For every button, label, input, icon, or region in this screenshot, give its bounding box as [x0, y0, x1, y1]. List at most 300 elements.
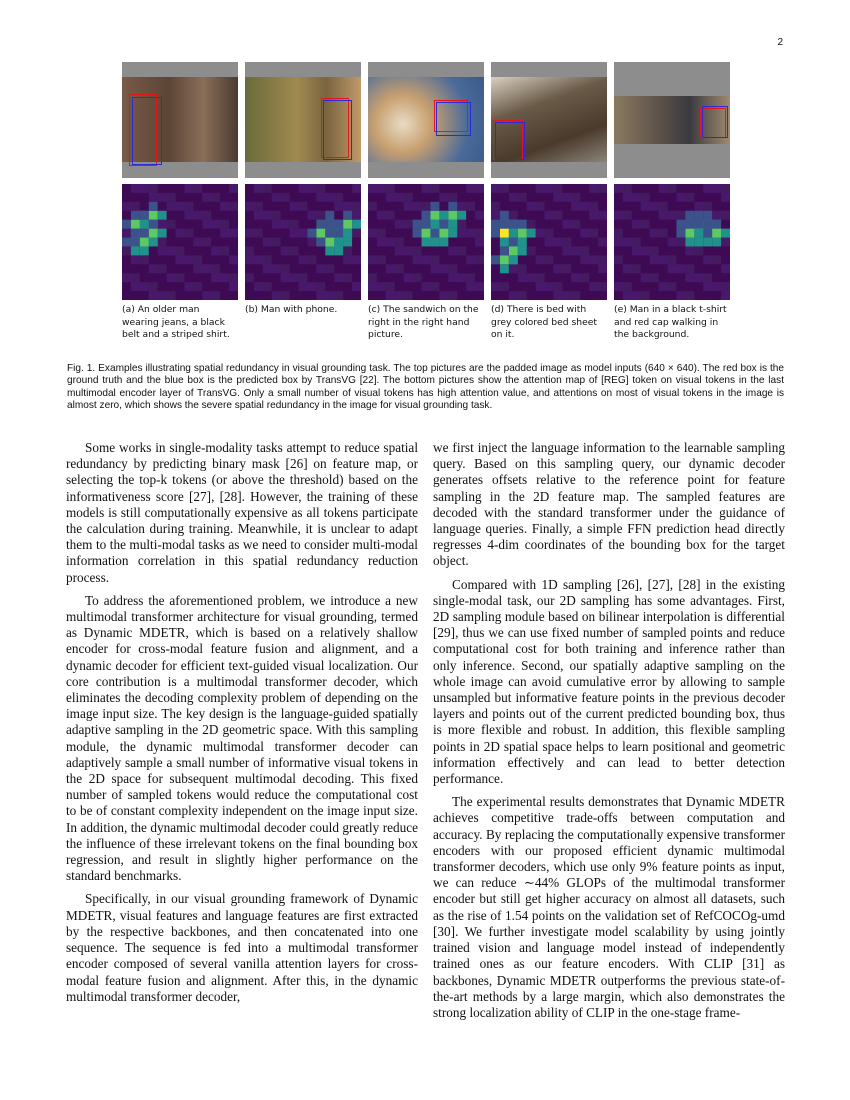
- heat-hotspot: [685, 238, 694, 247]
- heat-hotspot: [509, 255, 518, 264]
- heat-cell: [694, 184, 703, 193]
- heat-cell: [290, 193, 299, 202]
- heat-cell: [245, 291, 254, 300]
- heat-cell: [491, 273, 500, 282]
- heat-hotspot: [527, 229, 536, 238]
- heat-cell: [589, 255, 598, 264]
- heat-hotspot: [122, 220, 131, 229]
- heat-cell: [307, 184, 316, 193]
- heat-cell: [703, 202, 712, 211]
- heat-cell: [404, 229, 413, 238]
- heat-cell: [193, 211, 202, 220]
- heat-cell: [211, 220, 220, 229]
- heat-cell: [545, 255, 554, 264]
- heat-cell: [694, 291, 703, 300]
- heat-cell: [641, 211, 650, 220]
- heat-cell: [553, 193, 562, 202]
- heat-cell: [290, 238, 299, 247]
- heat-cell: [457, 264, 466, 273]
- heat-cell: [553, 202, 562, 211]
- heat-cell: [614, 211, 623, 220]
- heat-cell: [193, 193, 202, 202]
- heat-cell: [553, 273, 562, 282]
- heat-cell: [694, 246, 703, 255]
- heat-cell: [404, 184, 413, 193]
- heat-cell: [220, 282, 229, 291]
- heat-cell: [694, 255, 703, 264]
- heat-cell: [668, 291, 677, 300]
- heat-cell: [703, 193, 712, 202]
- heat-cell: [659, 246, 668, 255]
- heat-cell: [641, 193, 650, 202]
- heat-cell: [448, 273, 457, 282]
- heat-cell: [193, 246, 202, 255]
- heat-cell: [466, 238, 475, 247]
- heat-cell: [334, 264, 343, 273]
- heat-cell: [475, 255, 484, 264]
- figure-caption: Fig. 1. Examples illustrating spatial redundancy in visual grounding task. The top pictures are the padded image as model inputs (640 × 640). The red box is the ground truth and the blue box is the predicted box by TransVG [22]. The bottom pictures show the attention map of [REG] token on visual tokens in the last multimodal encoder layer of TransVG. Only a small number of visual tokens has high attention value, and attentions on most of visual tokens in the image is almost zero, which shows the severe spatial redundancy in the image for visual grounding task.: [67, 363, 784, 412]
- heat-hotspot: [316, 238, 325, 247]
- heat-cell: [475, 193, 484, 202]
- heat-cell: [659, 184, 668, 193]
- heat-cell: [377, 184, 386, 193]
- heat-cell: [598, 211, 607, 220]
- heat-cell: [131, 255, 140, 264]
- heat-cell: [149, 282, 158, 291]
- heat-cell: [448, 246, 457, 255]
- heat-cell: [245, 193, 254, 202]
- heat-cell: [343, 184, 352, 193]
- heat-cell: [386, 264, 395, 273]
- heat-hotspot: [491, 229, 500, 238]
- heat-cell: [395, 273, 404, 282]
- input-image-c: [368, 62, 484, 178]
- heat-cell: [272, 202, 281, 211]
- heat-hotspot: [413, 220, 422, 229]
- heat-hotspot: [131, 220, 140, 229]
- attention-heatmap: [122, 184, 238, 300]
- heat-cell: [368, 220, 377, 229]
- heat-hotspot: [703, 229, 712, 238]
- heat-cell: [475, 282, 484, 291]
- heat-cell: [457, 229, 466, 238]
- heat-cell: [466, 229, 475, 238]
- heat-cell: [413, 273, 422, 282]
- heat-hotspot: [500, 246, 509, 255]
- heat-cell: [589, 211, 598, 220]
- heat-cell: [589, 184, 598, 193]
- heat-cell: [404, 220, 413, 229]
- heat-cell: [712, 264, 721, 273]
- heat-cell: [614, 193, 623, 202]
- heat-cell: [158, 291, 167, 300]
- heat-cell: [466, 246, 475, 255]
- heat-cell: [650, 264, 659, 273]
- heat-cell: [307, 193, 316, 202]
- heat-cell: [589, 246, 598, 255]
- heat-cell: [229, 255, 238, 264]
- heat-hotspot: [422, 220, 431, 229]
- heat-cell: [211, 229, 220, 238]
- heat-cell: [413, 264, 422, 273]
- heat-cell: [229, 220, 238, 229]
- heat-cell: [580, 184, 589, 193]
- heat-cell: [254, 255, 263, 264]
- heat-cell: [307, 255, 316, 264]
- heat-cell: [545, 246, 554, 255]
- heat-cell: [475, 291, 484, 300]
- heat-cell: [140, 264, 149, 273]
- heat-cell: [334, 202, 343, 211]
- attention-map-d: [491, 184, 607, 300]
- heat-cell: [263, 273, 272, 282]
- heat-cell: [202, 238, 211, 247]
- heat-cell: [176, 273, 185, 282]
- heat-cell: [553, 246, 562, 255]
- heat-cell: [352, 264, 361, 273]
- heat-cell: [659, 264, 668, 273]
- heat-cell: [641, 273, 650, 282]
- heat-cell: [386, 238, 395, 247]
- heat-cell: [404, 238, 413, 247]
- heat-cell: [211, 264, 220, 273]
- heat-cell: [466, 282, 475, 291]
- heat-cell: [668, 229, 677, 238]
- heat-cell: [509, 273, 518, 282]
- heat-cell: [536, 246, 545, 255]
- heat-cell: [676, 264, 685, 273]
- heat-cell: [632, 273, 641, 282]
- input-image-a: [122, 62, 238, 178]
- heat-cell: [694, 202, 703, 211]
- heat-cell: [448, 291, 457, 300]
- heat-hotspot: [422, 238, 431, 247]
- heat-cell: [430, 255, 439, 264]
- heat-cell: [536, 229, 545, 238]
- heat-cell: [272, 291, 281, 300]
- heat-cell: [149, 246, 158, 255]
- heat-cell: [254, 229, 263, 238]
- heat-cell: [580, 291, 589, 300]
- heat-cell: [167, 246, 176, 255]
- heat-cell: [395, 246, 404, 255]
- heat-cell: [712, 184, 721, 193]
- heat-cell: [545, 264, 554, 273]
- heat-cell: [299, 211, 308, 220]
- heat-cell: [272, 193, 281, 202]
- heat-cell: [220, 255, 229, 264]
- heat-cell: [500, 273, 509, 282]
- heat-cell: [439, 291, 448, 300]
- heat-cell: [395, 238, 404, 247]
- heat-cell: [676, 211, 685, 220]
- heat-cell: [272, 220, 281, 229]
- heat-cell: [299, 220, 308, 229]
- heat-cell: [527, 273, 536, 282]
- heat-hotspot: [500, 229, 509, 238]
- heat-cell: [254, 291, 263, 300]
- heat-cell: [386, 273, 395, 282]
- heat-cell: [589, 229, 598, 238]
- heat-hotspot: [518, 238, 527, 247]
- heat-cell: [659, 229, 668, 238]
- heat-cell: [536, 220, 545, 229]
- heat-cell: [553, 220, 562, 229]
- heat-cell: [211, 246, 220, 255]
- heat-cell: [122, 273, 131, 282]
- heat-cell: [167, 184, 176, 193]
- heat-hotspot: [140, 238, 149, 247]
- heat-cell: [377, 273, 386, 282]
- heat-cell: [377, 246, 386, 255]
- heat-cell: [491, 184, 500, 193]
- heat-cell: [202, 184, 211, 193]
- heat-cell: [721, 273, 730, 282]
- heat-cell: [721, 238, 730, 247]
- heat-cell: [229, 202, 238, 211]
- heat-cell: [176, 291, 185, 300]
- heat-hotspot: [694, 229, 703, 238]
- heat-cell: [571, 282, 580, 291]
- heat-cell: [491, 202, 500, 211]
- heat-cell: [632, 282, 641, 291]
- heat-cell: [316, 184, 325, 193]
- heat-hotspot: [343, 211, 352, 220]
- subfigure-caption-c: (c) The sandwich on the right in the right hand picture.: [368, 304, 479, 340]
- heat-cell: [290, 246, 299, 255]
- heat-cell: [491, 211, 500, 220]
- heat-cell: [623, 229, 632, 238]
- heat-cell: [632, 255, 641, 264]
- heat-cell: [659, 202, 668, 211]
- heat-hotspot: [149, 238, 158, 247]
- heat-cell: [220, 246, 229, 255]
- heat-cell: [632, 202, 641, 211]
- heat-cell: [641, 229, 650, 238]
- heat-cell: [368, 291, 377, 300]
- heat-cell: [272, 246, 281, 255]
- heat-cell: [377, 255, 386, 264]
- heat-cell: [422, 193, 431, 202]
- paragraph: Compared with 1D sampling [26], [27], [28] in the existing single-modal task, our 2D sampling has some advantages. First, 2D sampling module based on bilinear interpolation is differential [29], thus we can use fixed number of sampled points and reduce computational cost for both training and inference rather than only inference. Second, our spatially adaptive sampling on the whole image can avoid cumulative error by allowing to sample unsampled but informative feature points in the previous decoder layers and points out of the current predicted bounding box, thus is more flexible and robust. In addition, this flexible sampling points in 2D spatial space helps to learn positional and geometric information effectively and can lead to better detection performance.: [433, 576, 785, 787]
- heat-cell: [176, 193, 185, 202]
- heat-cell: [220, 291, 229, 300]
- heat-cell: [176, 202, 185, 211]
- heat-cell: [413, 282, 422, 291]
- heat-cell: [553, 264, 562, 273]
- heat-cell: [475, 220, 484, 229]
- heat-cell: [395, 255, 404, 264]
- heat-cell: [299, 264, 308, 273]
- heat-hotspot: [448, 202, 457, 211]
- heat-cell: [352, 229, 361, 238]
- heat-cell: [413, 291, 422, 300]
- heat-cell: [325, 184, 334, 193]
- paragraph: Specifically, in our visual grounding framework of Dynamic MDETR, visual features and language features are first extracted by the respective backbones, and then concatenated into one sequence. The sequence is fed into a multimodal transformer encoder composed of several vanilla attention layers for cross-modal feature fusion and alignment. After this, in the dynamic multimodal transformer decoder,: [66, 891, 418, 1004]
- heat-cell: [545, 229, 554, 238]
- heat-cell: [122, 211, 131, 220]
- heat-cell: [140, 202, 149, 211]
- heat-cell: [290, 273, 299, 282]
- heat-cell: [562, 291, 571, 300]
- heat-cell: [659, 220, 668, 229]
- heat-cell: [518, 291, 527, 300]
- heat-cell: [466, 220, 475, 229]
- heat-cell: [466, 193, 475, 202]
- heat-cell: [562, 264, 571, 273]
- heat-cell: [721, 193, 730, 202]
- heat-cell: [316, 273, 325, 282]
- heat-cell: [571, 264, 580, 273]
- heat-hotspot: [430, 229, 439, 238]
- attention-map-a: [122, 184, 238, 300]
- heat-cell: [598, 202, 607, 211]
- heat-cell: [703, 255, 712, 264]
- heat-cell: [149, 273, 158, 282]
- heat-cell: [650, 282, 659, 291]
- attention-heatmap: [245, 184, 361, 300]
- heat-cell: [245, 264, 254, 273]
- heat-hotspot: [334, 246, 343, 255]
- heat-cell: [721, 202, 730, 211]
- heat-cell: [685, 273, 694, 282]
- heat-cell: [263, 184, 272, 193]
- heat-cell: [527, 246, 536, 255]
- heat-cell: [632, 193, 641, 202]
- heat-hotspot: [325, 229, 334, 238]
- heat-cell: [245, 273, 254, 282]
- heat-cell: [457, 184, 466, 193]
- heat-cell: [245, 229, 254, 238]
- heat-cell: [580, 193, 589, 202]
- heat-cell: [229, 238, 238, 247]
- heat-cell: [466, 255, 475, 264]
- heat-cell: [158, 273, 167, 282]
- heat-hotspot: [140, 229, 149, 238]
- heat-cell: [448, 193, 457, 202]
- heat-hotspot: [316, 220, 325, 229]
- heat-hotspot: [334, 229, 343, 238]
- subfigure-caption-b: (b) Man with phone.: [245, 304, 338, 315]
- heat-cell: [404, 291, 413, 300]
- heat-cell: [395, 211, 404, 220]
- heat-cell: [272, 264, 281, 273]
- heat-cell: [122, 282, 131, 291]
- heat-cell: [553, 184, 562, 193]
- heat-cell: [316, 193, 325, 202]
- heat-cell: [254, 220, 263, 229]
- heat-cell: [307, 264, 316, 273]
- heat-cell: [623, 282, 632, 291]
- heat-cell: [325, 291, 334, 300]
- heat-cell: [422, 264, 431, 273]
- heat-cell: [589, 264, 598, 273]
- heat-hotspot: [500, 255, 509, 264]
- heat-cell: [343, 193, 352, 202]
- heat-cell: [263, 193, 272, 202]
- heat-cell: [352, 246, 361, 255]
- heat-cell: [325, 264, 334, 273]
- heat-cell: [290, 220, 299, 229]
- heat-cell: [650, 291, 659, 300]
- heat-cell: [211, 184, 220, 193]
- heat-cell: [466, 202, 475, 211]
- heat-cell: [263, 211, 272, 220]
- paragraph: we first inject the language information to the learnable sampling query. Based on this sampling query, our dynamic decoder generates offsets relative to the reference point for feature sampling in the 2D feature map. The sampled features are decoded with the standard transformer under the guidance of language queries. Finally, a simple FFN prediction head directly regresses 4-dim coordinates of the bounding box for the target object.: [433, 440, 785, 569]
- heat-cell: [343, 202, 352, 211]
- heat-cell: [491, 193, 500, 202]
- heat-cell: [281, 211, 290, 220]
- heat-hotspot: [325, 220, 334, 229]
- heat-cell: [545, 238, 554, 247]
- heat-cell: [158, 193, 167, 202]
- heat-cell: [316, 264, 325, 273]
- heat-cell: [377, 282, 386, 291]
- heat-cell: [386, 255, 395, 264]
- heat-cell: [694, 193, 703, 202]
- heat-cell: [659, 282, 668, 291]
- heat-hotspot: [149, 229, 158, 238]
- heat-cell: [368, 202, 377, 211]
- heat-cell: [598, 220, 607, 229]
- heat-cell: [334, 291, 343, 300]
- heat-cell: [281, 246, 290, 255]
- heat-hotspot: [149, 211, 158, 220]
- heat-cell: [536, 202, 545, 211]
- heat-cell: [404, 282, 413, 291]
- heat-cell: [562, 282, 571, 291]
- heat-cell: [536, 282, 545, 291]
- heat-cell: [676, 273, 685, 282]
- heat-cell: [343, 246, 352, 255]
- heat-cell: [290, 184, 299, 193]
- heat-cell: [167, 229, 176, 238]
- heat-cell: [404, 273, 413, 282]
- heat-cell: [623, 264, 632, 273]
- subfigure-caption-a: (a) An older man wearing jeans, a black belt and a striped shirt.: [122, 304, 230, 340]
- heat-cell: [386, 229, 395, 238]
- heat-cell: [518, 255, 527, 264]
- heat-hotspot: [343, 220, 352, 229]
- heat-hotspot: [685, 229, 694, 238]
- heat-cell: [184, 211, 193, 220]
- input-image-e: [614, 62, 730, 178]
- heat-cell: [229, 273, 238, 282]
- heat-cell: [475, 184, 484, 193]
- heat-cell: [623, 202, 632, 211]
- heat-cell: [694, 273, 703, 282]
- heat-cell: [263, 255, 272, 264]
- heat-hotspot: [694, 238, 703, 247]
- heat-cell: [281, 255, 290, 264]
- heat-cell: [149, 291, 158, 300]
- heat-hotspot: [518, 246, 527, 255]
- heat-cell: [509, 264, 518, 273]
- heat-cell: [589, 220, 598, 229]
- heat-cell: [158, 264, 167, 273]
- heat-cell: [122, 202, 131, 211]
- heat-cell: [641, 255, 650, 264]
- heat-cell: [439, 184, 448, 193]
- heat-cell: [562, 193, 571, 202]
- heat-hotspot: [140, 211, 149, 220]
- heat-cell: [545, 184, 554, 193]
- heat-cell: [598, 184, 607, 193]
- heat-cell: [167, 273, 176, 282]
- heat-cell: [202, 291, 211, 300]
- heat-cell: [650, 220, 659, 229]
- heat-cell: [343, 255, 352, 264]
